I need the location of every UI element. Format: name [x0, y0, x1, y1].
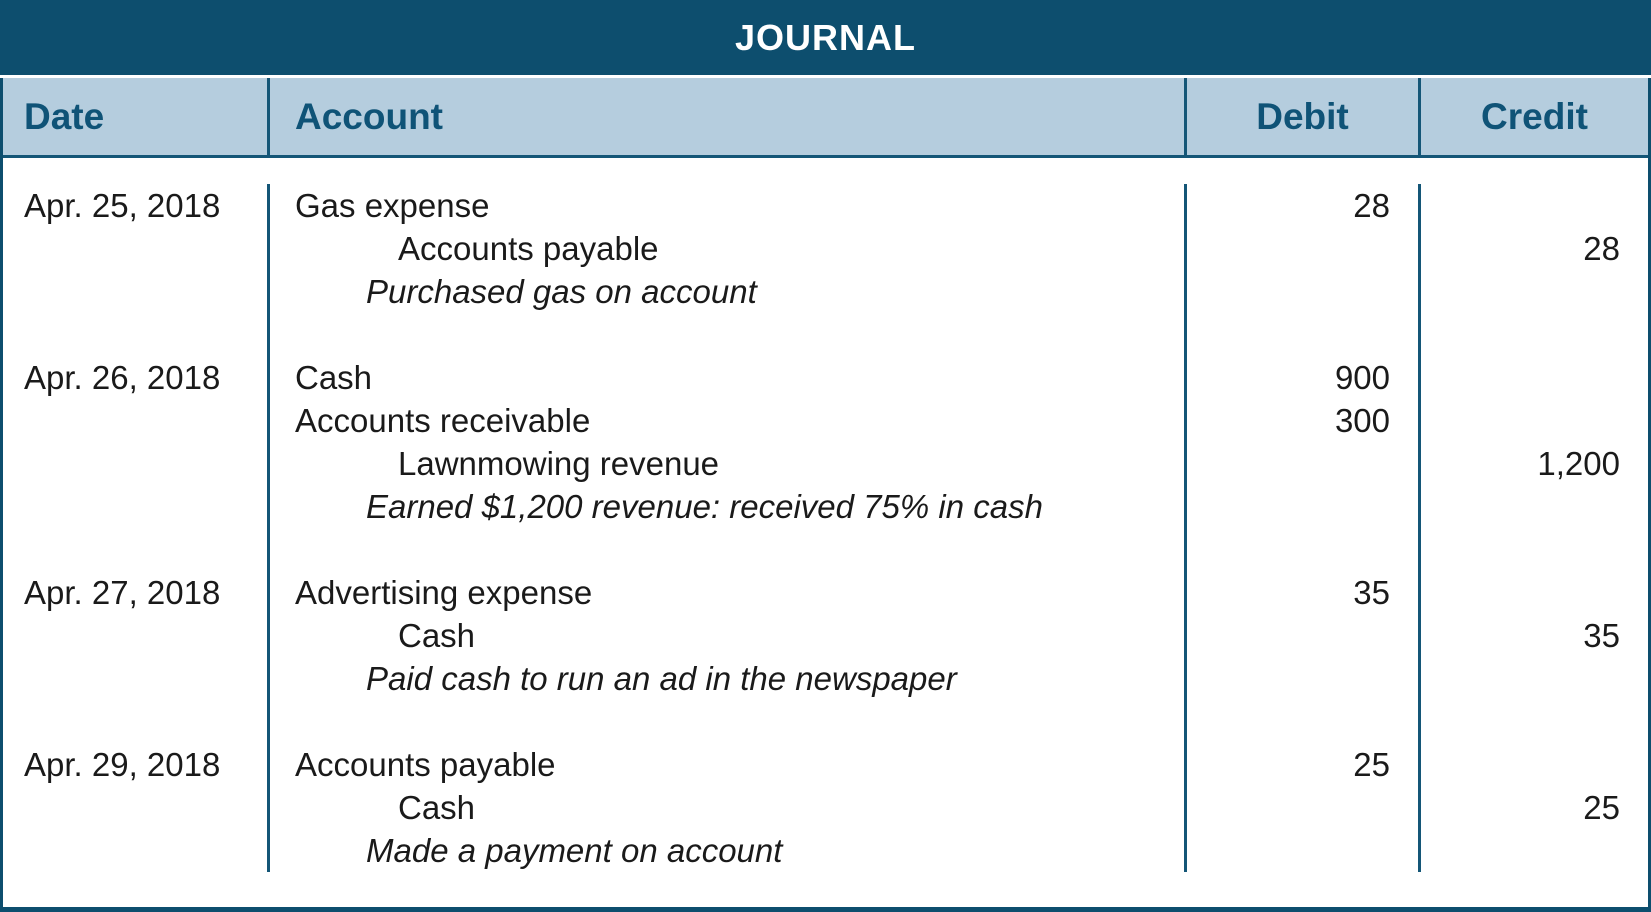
- debit-value: 300: [1334, 402, 1390, 439]
- credit-value: [1421, 485, 1648, 528]
- entry-date: Apr. 29, 2018: [24, 746, 221, 783]
- journal-entry-row: [3, 743, 1648, 872]
- memo-line: Paid cash to run an ad in the newspaper: [366, 660, 957, 697]
- account-line: Cash: [295, 359, 373, 396]
- credit-value: 1,200: [1537, 445, 1620, 482]
- credit-value: [1421, 270, 1648, 313]
- credit-value: [1421, 743, 1648, 786]
- credit-value: [1421, 184, 1648, 227]
- column-header-debit: Debit: [1187, 78, 1421, 155]
- entry-date-cell: [3, 571, 270, 743]
- entry-credit-cell: [1421, 184, 1648, 356]
- entry-credit-cell: [1421, 356, 1648, 571]
- journal-entry-row: [3, 356, 1648, 571]
- debit-value: [1187, 227, 1418, 270]
- account-line: Accounts payable: [398, 230, 659, 267]
- debit-value: [1187, 786, 1418, 829]
- debit-value: 25: [1353, 746, 1390, 783]
- memo-line: Earned $1,200 revenue: received 75% in cash: [366, 488, 1043, 525]
- column-header-credit: Credit: [1481, 95, 1588, 137]
- journal-table: [0, 78, 1651, 912]
- journal-entry-row: [3, 571, 1648, 743]
- credit-value: [1421, 571, 1648, 614]
- account-line: Accounts payable: [295, 746, 556, 783]
- entry-date: Apr. 26, 2018: [24, 359, 221, 396]
- entry-account-cell: [270, 356, 1187, 571]
- entry-date-cell: [3, 184, 270, 356]
- entry-date: Apr. 25, 2018: [24, 187, 221, 224]
- debit-value: [1187, 657, 1418, 700]
- debit-value: [1187, 485, 1418, 528]
- journal-title-bar: [0, 0, 1651, 75]
- entry-debit-cell: [1187, 184, 1421, 356]
- debit-value: 900: [1334, 359, 1390, 396]
- debit-value: [1187, 614, 1418, 657]
- debit-value: [1187, 442, 1418, 485]
- entry-debit-cell: [1187, 743, 1421, 872]
- column-header-account: Account: [270, 78, 1187, 155]
- entry-date-cell: [3, 356, 270, 571]
- account-line: Cash: [398, 789, 476, 826]
- journal-entry-row: [3, 184, 1648, 356]
- account-line: Accounts receivable: [295, 402, 591, 439]
- credit-value: [1421, 356, 1648, 399]
- account-line: Advertising expense: [295, 574, 593, 611]
- debit-value: 28: [1353, 187, 1390, 224]
- account-line: Cash: [398, 617, 476, 654]
- credit-value: [1421, 657, 1648, 700]
- entry-debit-cell: [1187, 356, 1421, 571]
- credit-value: 25: [1583, 789, 1620, 826]
- journal-body: [3, 158, 1648, 907]
- account-line: Lawnmowing revenue: [398, 445, 720, 482]
- entry-credit-cell: [1421, 571, 1648, 743]
- debit-value: 35: [1353, 574, 1390, 611]
- entry-credit-cell: [1421, 743, 1648, 872]
- memo-line: Made a payment on account: [366, 832, 783, 869]
- entry-debit-cell: [1187, 571, 1421, 743]
- debit-value: [1187, 270, 1418, 313]
- account-line: Gas expense: [295, 187, 490, 224]
- entry-date: Apr. 27, 2018: [24, 574, 221, 611]
- journal-title: JOURNAL: [734, 16, 916, 58]
- entry-account-cell: [270, 743, 1187, 872]
- debit-value: [1187, 829, 1418, 872]
- credit-value: [1421, 399, 1648, 442]
- credit-value: 28: [1583, 230, 1620, 267]
- column-header-date: Date: [3, 78, 270, 155]
- entry-account-cell: [270, 571, 1187, 743]
- memo-line: Purchased gas on account: [366, 273, 757, 310]
- entry-account-cell: [270, 184, 1187, 356]
- credit-value: [1421, 829, 1648, 872]
- credit-value: 35: [1583, 617, 1620, 654]
- entry-date-cell: [3, 743, 270, 872]
- column-header-row: [3, 78, 1648, 158]
